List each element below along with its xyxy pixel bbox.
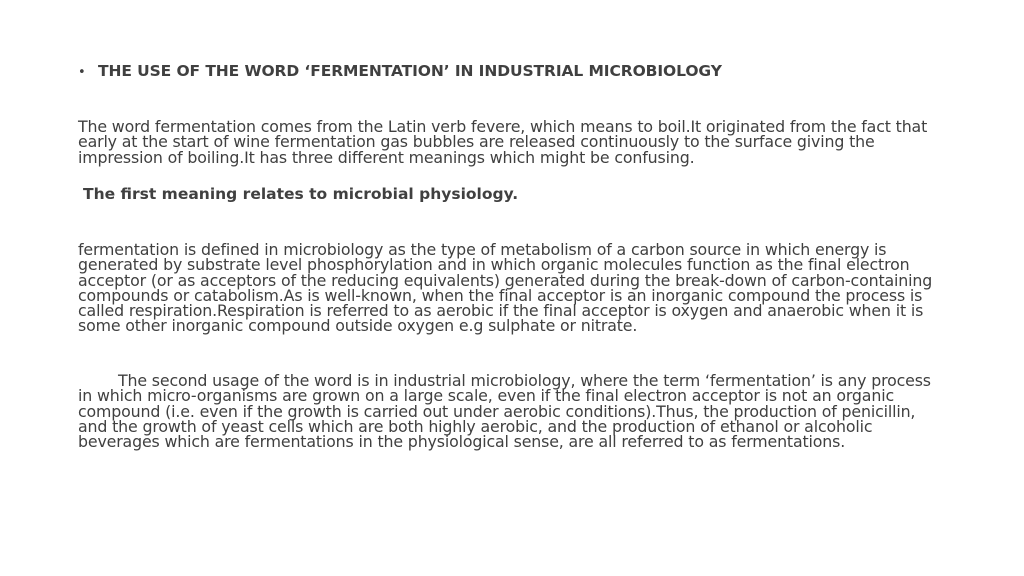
bullet-icon: • bbox=[78, 65, 86, 80]
paragraph-first-meaning: fermentation is defined in microbiology as the type of metabolism of a carbon source in which energy is generated by substrate level phosphorylation and in which organic molecules function as the final electron acceptor (or as acceptors of the reducing equivalents) generated during the break-down of carbon-containing compounds or catabolism.As is well-known, when the final acceptor is an inorganic compound the process is called respiration.Respiration is referred to as aerobic if the final acceptor is oxygen and anaerobic when it is some other inorganic compound outside oxygen e.g sulphate or nitrate. bbox=[78, 240, 933, 336]
subheading-first-meaning: The first meaning relates to microbial physiology. bbox=[83, 185, 519, 203]
slide-heading: THE USE OF THE WORD ‘FERMENTATION’ IN INDUSTRIAL MICROBIOLOGY bbox=[98, 62, 722, 80]
paragraph-etymology: The word fermentation comes from the Latin verb fevere, which means to boil.It originated from the fact that early at the start of wine fermentation gas bubbles are released continuously to the surface giving the impression of boiling.It has three different meanings which might be confusing. bbox=[78, 117, 928, 167]
heading-row bbox=[78, 62, 958, 80]
paragraph-second-meaning: The second usage of the word is in industrial microbiology, where the term ‘fermentation’ is any process in which micro-organisms are grown on a large scale, even if the final electron acceptor is not an organic compound (i.e. even if the growth is carried out under aerobic conditions).Thus, the production of penicillin, and the growth of yeast cells which are both highly aerobic, and the production of ethanol or alcoholic beverages which are fermentations in the physiological sense, are all referred to as fermentations. bbox=[78, 371, 931, 452]
